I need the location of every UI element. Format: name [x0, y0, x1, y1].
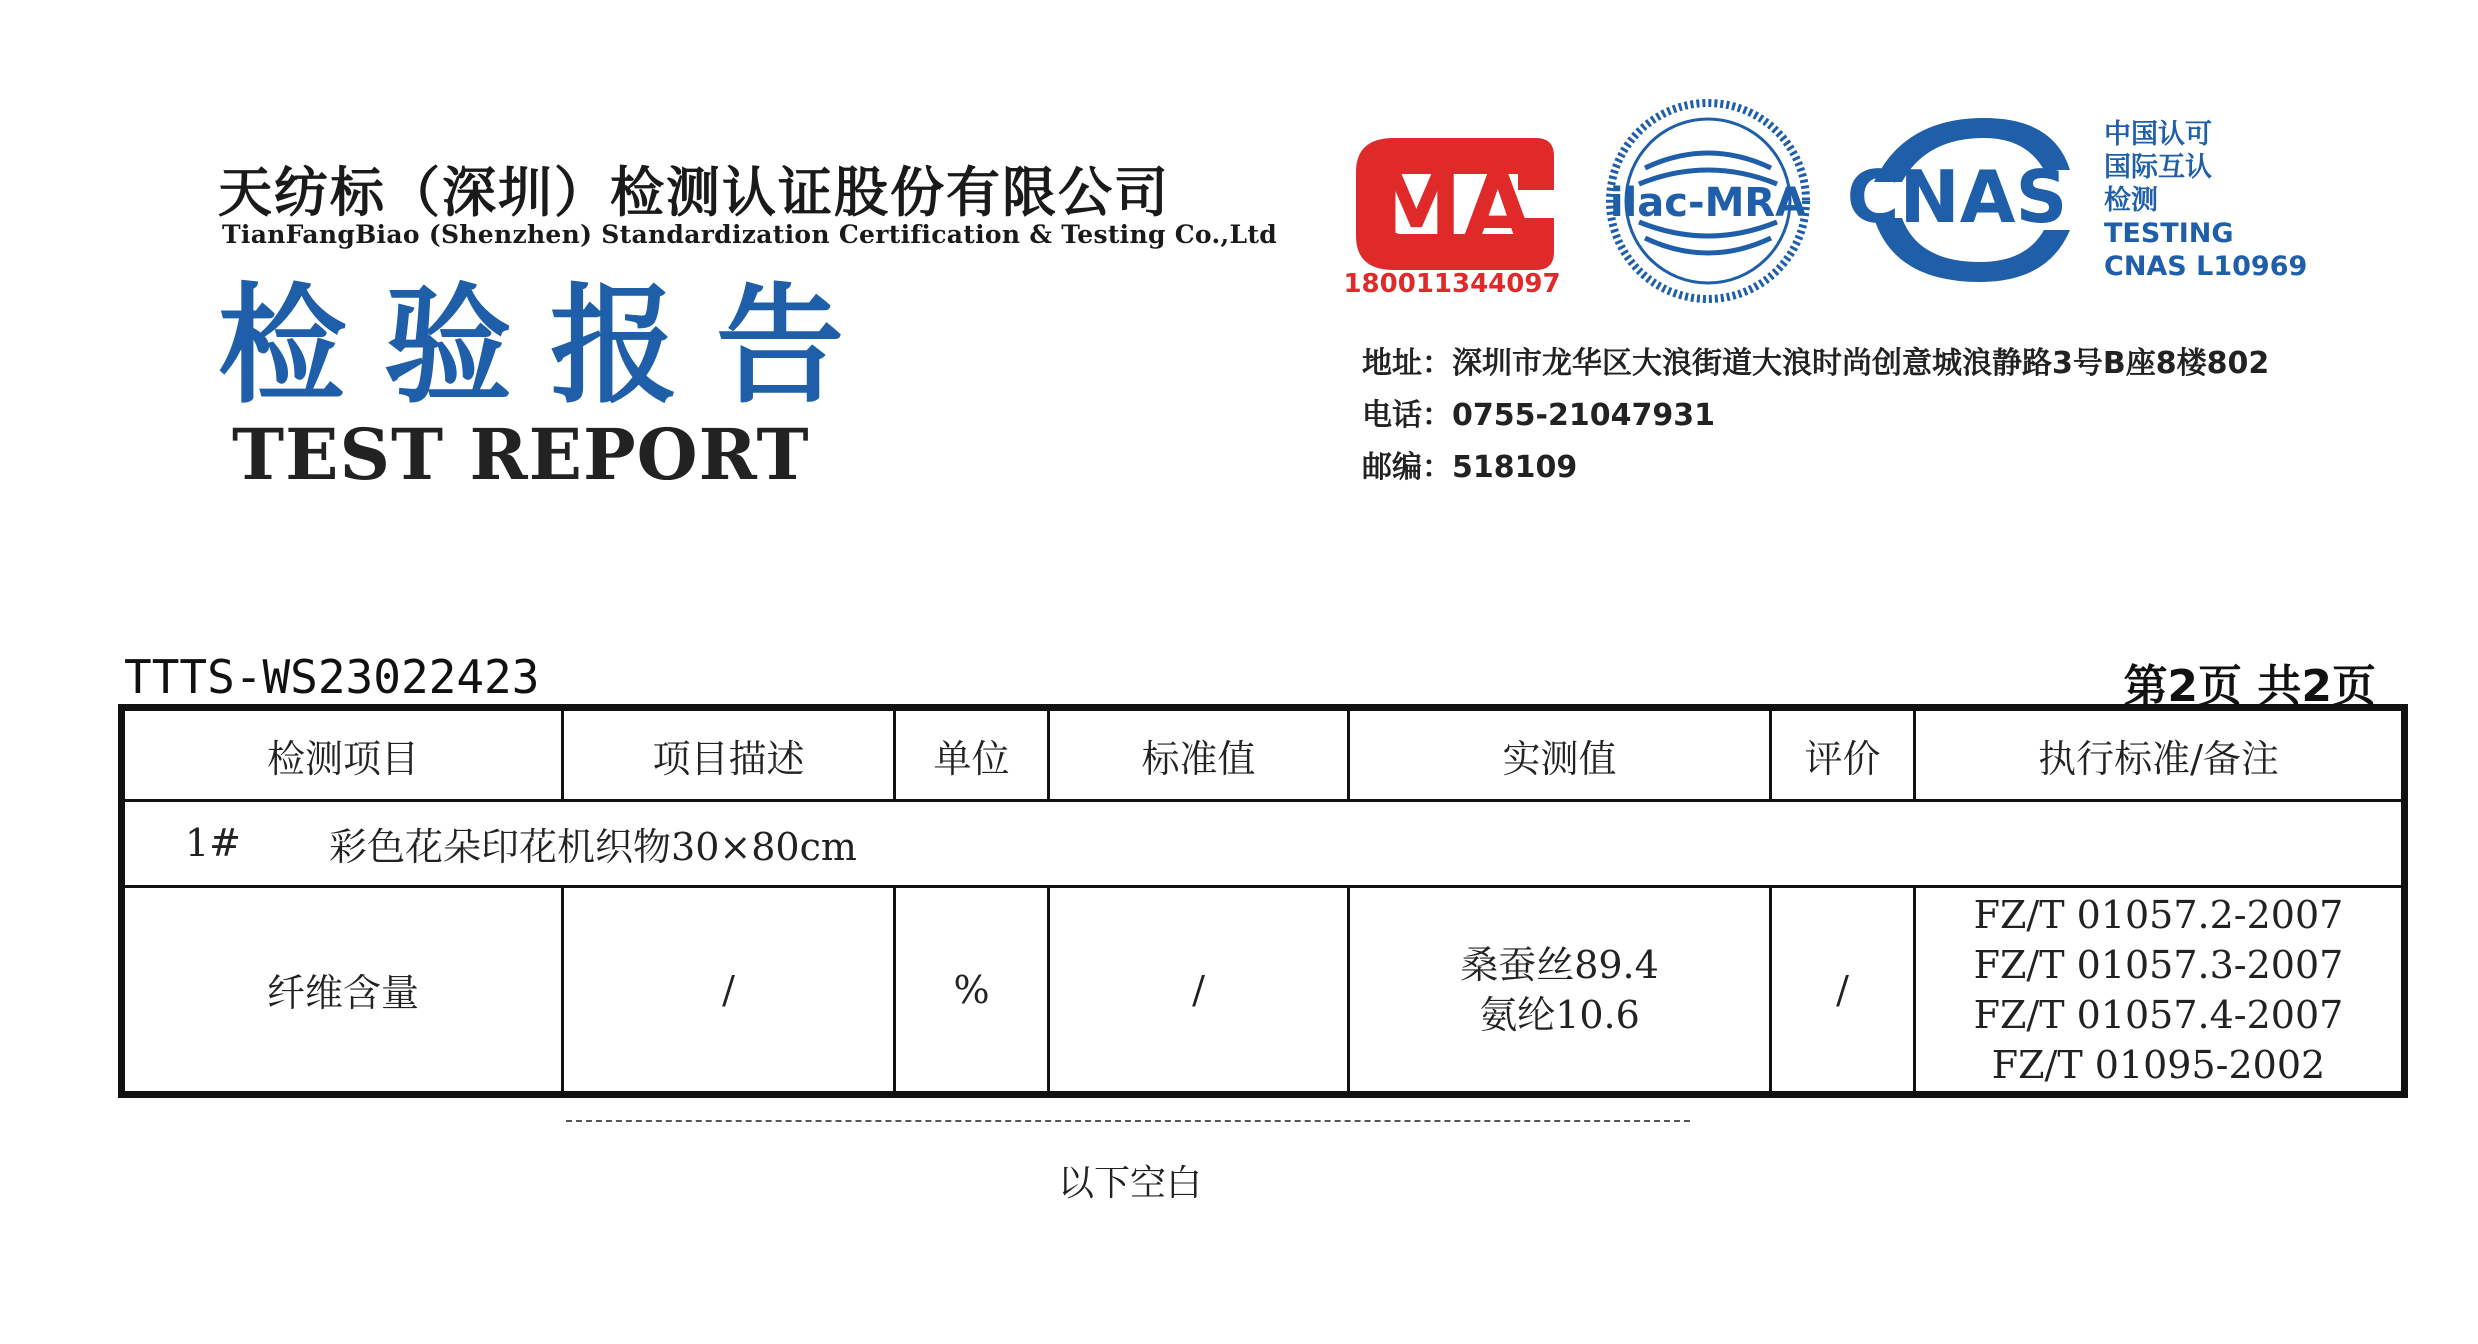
header-standard-value: 标准值 [1141, 736, 1256, 781]
header-evaluation: 评价 [1804, 736, 1881, 781]
cnas-line: 中国认可 [2104, 119, 2212, 150]
measured-line: 桑蚕丝89.4 [1460, 942, 1659, 987]
header-description: 项目描述 [652, 736, 805, 781]
cma-number: 180011344097 [1343, 269, 1561, 299]
cell-test-item: 纤维含量 [266, 971, 419, 1015]
phone: 电话：0755-21047931 [1362, 398, 1715, 433]
ilac-mra-logo [1605, 98, 1811, 304]
company-name-en: TianFangBiao (Shenzhen) Standardization Certification & Testing Co.,Ltd [222, 220, 1277, 249]
cnas-logo [1834, 110, 2080, 290]
cell-measured-value [1350, 888, 1769, 1091]
address: 地址：深圳市龙华区大浪街道大浪时尚创意城浪静路3号B座8楼802 [1362, 346, 2270, 381]
sample-id: 1# [185, 821, 242, 865]
standard-line: FZ/T 01095-2002 [1991, 1042, 2326, 1087]
cnas-line: CNAS L10969 [2104, 251, 2308, 282]
report-number: TTTS-WS23022423 [124, 650, 540, 704]
cma-logo-text: MA [1370, 155, 1534, 262]
postcode: 邮编：518109 [1362, 450, 1578, 485]
header-test-item: 检测项目 [266, 736, 419, 781]
cnas-line: 国际互认 [2104, 152, 2212, 183]
company-name-cn: 天纺标（深圳）检测认证股份有限公司 [218, 161, 1170, 224]
cell-standard-value: / [1192, 967, 1205, 1012]
cnas-side-text [2104, 118, 2307, 283]
page-info: 第2页 共2页 [2123, 661, 2376, 712]
header-unit: 单位 [933, 736, 1010, 781]
standard-line: FZ/T 01057.4-2007 [1973, 992, 2344, 1037]
cnas-line: 检测 [2104, 185, 2158, 216]
cnas-line: TESTING [2104, 218, 2234, 249]
cell-description: / [722, 967, 735, 1012]
cell-unit: % [953, 967, 990, 1012]
ilac-logo-text: ilac-MRA [1609, 180, 1807, 226]
results-table [118, 704, 2408, 1098]
sample-name: 彩色花朵印花机织物30×80cm [329, 824, 857, 869]
end-dashed-line [566, 1120, 1690, 1122]
cell-evaluation: / [1836, 967, 1849, 1012]
cma-logo [1336, 110, 1566, 300]
measured-line: 氨纶10.6 [1479, 992, 1640, 1037]
blank-below-note: 以下空白 [1058, 1163, 1203, 1204]
header-standard-remarks: 执行标准/备注 [2038, 736, 2279, 781]
cell-standards [1916, 888, 2401, 1091]
standard-line: FZ/T 01057.2-2007 [1973, 892, 2344, 937]
report-title-en: TEST REPORT [232, 413, 810, 496]
sample-row [185, 802, 857, 884]
standard-line: FZ/T 01057.3-2007 [1973, 942, 2344, 987]
header-measured-value: 实测值 [1502, 736, 1617, 781]
report-title-cn: 检验报告 [218, 271, 883, 421]
cnas-logo-text: CNAS [1846, 155, 2068, 239]
